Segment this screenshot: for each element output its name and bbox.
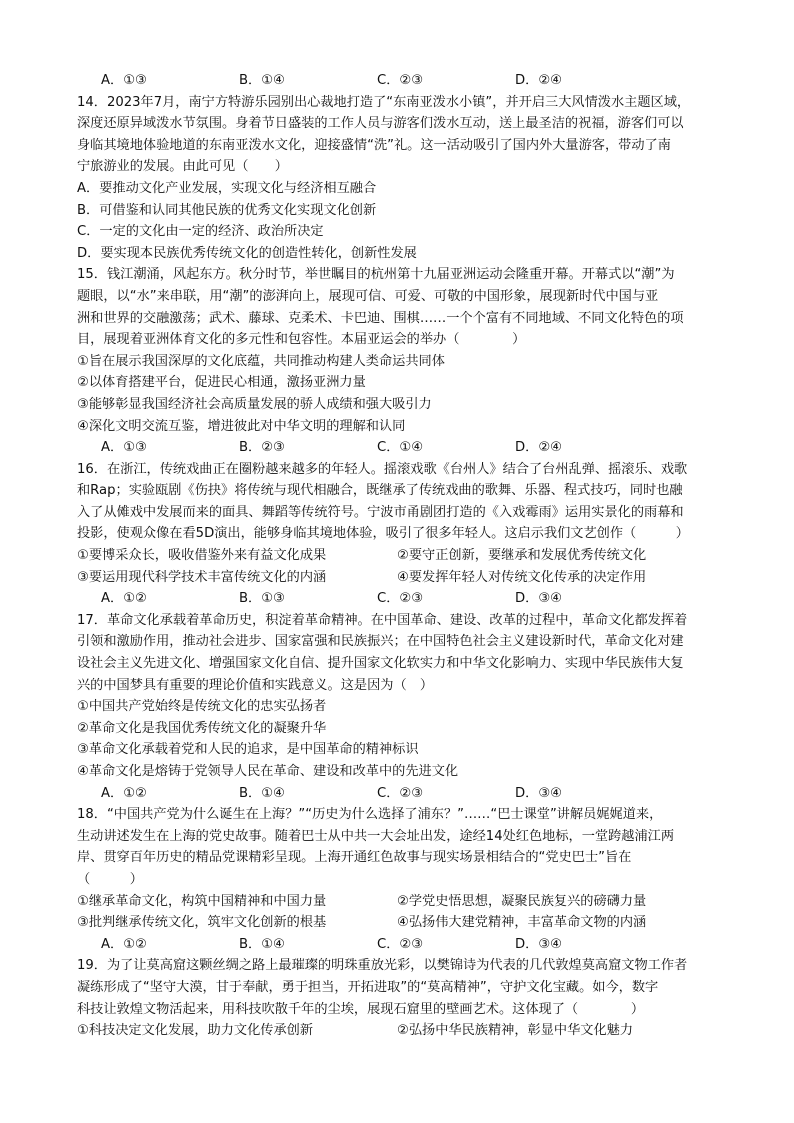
q16-options bbox=[77, 588, 717, 610]
q16-option-a: A．①② bbox=[101, 591, 147, 607]
q18-statement: ③批判继承传统文化，筑牢文化创新的根基 bbox=[77, 915, 327, 931]
q16-line: 和Rap；实验瓯剧《伤抉》将传统与现代相融合，既继承了传统戏曲的歌舞、乐器、程式技巧，同时也融 bbox=[77, 483, 683, 499]
q14-option-a: A．要推动文化产业发展，实现文化与经济相互融合 bbox=[77, 180, 377, 196]
q18-line: 生动讲述发生在上海的党史故事。随着巴士从中共一大会址出发，途经14处红色地标，一堂跨越浦江两 bbox=[77, 828, 675, 844]
question-18 bbox=[77, 804, 717, 955]
question-19 bbox=[77, 955, 717, 1041]
q18-statement: ②学党史悟思想，凝聚民族复兴的磅礴力量 bbox=[397, 893, 647, 909]
q15-option-d: D．②④ bbox=[515, 440, 562, 456]
q15-line: 洲和世界的交融激荡；武术、藤球、克柔术、卡巴迪、围棋……一个个富有不同地域、不同文化特色的项 bbox=[77, 310, 684, 326]
q13-option-b: B．①④ bbox=[239, 73, 285, 88]
q18-option-a: A．①② bbox=[101, 936, 147, 952]
q17-option-d: D．③④ bbox=[515, 785, 562, 801]
q14-line: 14．2023年7月，南宁方特游乐园别出心裁地打造了“东南亚泼水小镇”，并开启三大风情泼水主题区域， bbox=[77, 94, 691, 110]
q15-statement: ④深化文明交流互鉴，增进彼此对中华文明的理解和认同 bbox=[77, 418, 406, 434]
q15-line: 15．钱江潮涌，风起东方。秋分时节，举世瞩目的杭州第十九届亚洲运动会隆重开幕。开幕式以“潮”为 bbox=[77, 267, 675, 283]
q14-line: 身临其境地体验地道的东南亚泼水文化，迎接盛情“洗”礼。这一活动吸引了国内外大量游客，带动了南 bbox=[77, 137, 671, 153]
q17-line: 设社会主义先进文化、增强国家文化自信、提升国家文化软实力和中华文化影响力、实现中华民族伟大复 bbox=[77, 656, 684, 672]
question-17 bbox=[77, 610, 717, 804]
q15-option-a: A．①③ bbox=[101, 440, 147, 456]
q13-option-c: C．②③ bbox=[377, 73, 424, 88]
q16-line: 16．在浙江，传统戏曲正在圈粉越来越多的年轻人。摇滚戏歌《台州人》结合了台州乱弹、摇滚乐、戏歌 bbox=[77, 461, 688, 477]
q18-statements-row bbox=[77, 891, 717, 913]
q18-option-d: D．③④ bbox=[515, 936, 562, 952]
q18-options bbox=[77, 934, 717, 956]
q19-line: 19．为了让莫高窟这颗丝绸之路上最璀璨的明珠重放光彩，以樊锦诗为代表的几代敦煌莫高窟文物工作者 bbox=[77, 958, 688, 974]
q17-option-c: C．②③ bbox=[377, 785, 424, 801]
q15-option-b: B．②③ bbox=[239, 440, 285, 456]
q16-statement: ④要发挥年轻人对传统文化传承的决定作用 bbox=[397, 569, 647, 585]
q16-option-b: B．①③ bbox=[239, 591, 285, 607]
question-15 bbox=[77, 264, 717, 458]
q18-line: （ ） bbox=[77, 871, 143, 887]
q18-line: 18．“中国共产党为什么诞生在上海？”“历史为什么选择了浦东？”……“巴士课堂”讲解员娓娓道来， bbox=[77, 807, 663, 823]
q18-statement: ④弘扬伟大建党精神，丰富革命文物的内涵 bbox=[397, 915, 647, 931]
q15-statement: ①旨在展示我国深厚的文化底蕴，共同推动构建人类命运共同体 bbox=[77, 353, 445, 369]
q17-options bbox=[77, 783, 717, 805]
q14-option-c: C．一定的文化由一定的经济、政治所决定 bbox=[77, 224, 324, 240]
q19-line: 凝练形成了“坚守大漠，甘于奉献，勇于担当，开拓进取”的“莫高精神”，守护文化宝藏。如今，数字 bbox=[77, 979, 659, 995]
q15-line: 目，展现着亚洲体育文化的多元性和包容性。本届亚运会的举办（ ） bbox=[77, 332, 526, 348]
q16-statement: ①要博采众长，吸收借鉴外来有益文化成果 bbox=[77, 548, 327, 564]
q14-option-d: D．要实现本民族优秀传统文化的创造性转化，创新性发展 bbox=[77, 245, 417, 261]
q16-line: 投影，使观众像在看5D演出，能够身临其境地体验，吸引了很多年轻人。这启示我们文艺创作（ ） bbox=[77, 526, 689, 542]
q19-statement: ②弘扬中华民族精神，彰显中华文化魅力 bbox=[397, 1023, 634, 1039]
q17-statement: ③革命文化承载着党和人民的追求，是中国革命的精神标识 bbox=[77, 742, 419, 758]
q17-line: 17．革命文化承载着革命历史，积淀着革命精神。在中国革命、建设、改革的过程中，革命文化都发挥着 bbox=[77, 612, 688, 628]
q15-statement: ②以体育搭建平台，促进民心相通，激扬亚洲力量 bbox=[77, 375, 366, 391]
q14-line: 宁旅游业的发展。由此可见（ ） bbox=[77, 159, 288, 175]
q16-statement: ②要守正创新，要继承和发展优秀传统文化 bbox=[397, 548, 647, 564]
q15-line: 题眼，以“水”来串联，用“潮”的澎湃向上，展现可信、可爱、可敬的中国形象，展现新时代中国与亚 bbox=[77, 288, 659, 304]
q16-option-d: D．③④ bbox=[515, 591, 562, 607]
q18-option-c: C．②③ bbox=[377, 936, 424, 952]
q16-line: 入了从傩戏中发展而来的面具、舞蹈等传统符号。宁波市甬剧团打造的《入戏霉雨》运用实景化的雨幕和 bbox=[77, 504, 684, 520]
q13-options bbox=[77, 70, 717, 92]
q14-option-b: B．可借鉴和认同其他民族的优秀文化实现文化创新 bbox=[77, 202, 377, 218]
q15-options bbox=[77, 437, 717, 459]
q15-statement: ③能够彰显我国经济社会高质量发展的骄人成绩和强大吸引力 bbox=[77, 396, 432, 412]
question-16 bbox=[77, 459, 717, 610]
q16-statements-row bbox=[77, 567, 717, 589]
q18-statements-row bbox=[77, 912, 717, 934]
q17-statement: ①中国共产党始终是传统文化的忠实弘扬者 bbox=[77, 699, 327, 715]
q17-statement: ②革命文化是我国优秀传统文化的凝聚升华 bbox=[77, 720, 327, 736]
q17-statement: ④革命文化是熔铸于党领导人民在革命、建设和改革中的先进文化 bbox=[77, 764, 459, 779]
q14-line: 深度还原异域泼水节氛围。身着节日盛装的工作人员与游客们泼水互动，送上最圣洁的祝福，游客们可以 bbox=[77, 116, 684, 132]
q18-statement: ①继承革命文化，构筑中国精神和中国力量 bbox=[77, 893, 327, 909]
q17-line: 兴的中国梦具有重要的理论价值和实践意义。这是因为（ ） bbox=[77, 677, 434, 693]
q13-option-a: A．①③ bbox=[101, 73, 147, 88]
q17-option-a: A．①② bbox=[101, 785, 147, 801]
q17-line: 引领和激励作用，推动社会进步、国家富强和民族振兴；在中国特色社会主义建设新时代，革命文化对建 bbox=[77, 634, 684, 650]
q19-statements-row bbox=[77, 1020, 717, 1042]
q17-option-b: B．①④ bbox=[239, 785, 285, 801]
q15-option-c: C．①④ bbox=[377, 440, 424, 456]
question-14 bbox=[77, 92, 717, 265]
q16-statements-row bbox=[77, 545, 717, 567]
q16-option-c: C．②③ bbox=[377, 591, 424, 607]
page-content bbox=[77, 70, 717, 1042]
q18-option-b: B．①④ bbox=[239, 936, 285, 952]
q19-statement: ①科技决定文化发展，助力文化传承创新 bbox=[77, 1023, 314, 1039]
q18-line: 岸、贯穿百年历史的精品党课精彩呈现。上海开通红色故事与现实场景相结合的“党史巴士”旨在 bbox=[77, 850, 632, 866]
q13-option-d: D．②④ bbox=[515, 73, 562, 88]
q19-line: 科技让敦煌文物活起来，用科技吹散千年的尘埃，展现石窟里的壁画艺术。这体现了（ ） bbox=[77, 1001, 645, 1017]
q16-statement: ③要运用现代科学技术丰富传统文化的内涵 bbox=[77, 569, 327, 585]
